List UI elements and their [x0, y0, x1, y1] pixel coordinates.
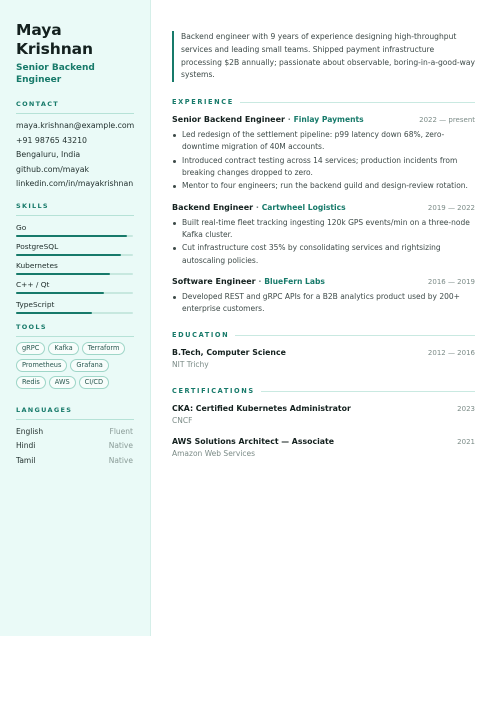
contact-section: [16, 100, 134, 192]
tool-tag: AWS: [49, 376, 76, 389]
main-content: [172, 31, 475, 469]
contact-location: Bengaluru, India: [16, 150, 81, 159]
languages-heading: LANGUAGES: [16, 406, 134, 420]
skill-bar-track: [16, 235, 133, 237]
skills-heading: SKILLS: [16, 202, 134, 216]
section-divider: [261, 391, 475, 392]
contact-linkedin[interactable]: linkedin.com/in/mayakrishnan: [16, 179, 134, 188]
language-name: Hindi: [16, 441, 36, 451]
job-bullets: [172, 129, 475, 192]
job-entry: [172, 114, 475, 192]
job-entry: [172, 202, 475, 267]
skill-item: [16, 221, 134, 240]
skills-section: [16, 202, 134, 317]
job-bullet: Introduced contract testing across 14 services; production incidents from breaking changes dropped to zero.: [172, 155, 475, 180]
skill-bar-track: [16, 292, 133, 294]
section-divider: [240, 102, 475, 103]
tools-section: [16, 323, 134, 393]
language-row: [16, 425, 133, 440]
skill-bar-track: [16, 254, 133, 256]
education-entry: [172, 347, 475, 371]
contact-email[interactable]: maya.krishnan@example.com: [16, 121, 135, 130]
certification-year: 2023: [457, 405, 475, 414]
skills-list: [16, 221, 134, 317]
job-bullet: Developed REST and gRPC APIs for a B2B analytics product used by 200+ enterprise customers.: [172, 291, 475, 316]
tool-tag: Redis: [16, 376, 46, 389]
job-dates: 2019 — 2022: [427, 203, 475, 212]
certification-issuer: CNCF: [172, 416, 193, 426]
certification-name: CKA: Certified Kubernetes Administrator: [172, 404, 351, 414]
skill-bar-fill: [16, 235, 127, 237]
contact-heading: CONTACT: [16, 100, 134, 114]
education-school: NIT Trichy: [172, 360, 209, 370]
title-separator: ·: [255, 276, 265, 286]
job-company: Finlay Payments: [293, 115, 364, 125]
skill-bar-track: [16, 273, 133, 275]
job-title: Software Engineer: [172, 276, 256, 286]
education-dates: 2012 — 2016: [427, 349, 475, 358]
candidate-title: Senior Backend Engineer: [16, 63, 95, 85]
experience-heading: EXPERIENCE: [172, 98, 234, 107]
tools-heading: TOOLS: [16, 323, 134, 337]
candidate-name: Maya Krishnan: [16, 21, 93, 58]
job-bullet: Mentor to four engineers; run the backend guild and design-review rotation.: [172, 180, 475, 192]
skill-item: [16, 298, 134, 317]
skill-item: [16, 278, 134, 297]
skill-bar-fill: [16, 312, 92, 314]
language-level: Native: [108, 455, 133, 465]
job-title: Backend Engineer: [172, 202, 254, 212]
education-header: [172, 331, 475, 340]
certification-name: AWS Solutions Architect — Associate: [172, 437, 335, 447]
skill-label: Kubernetes: [16, 261, 58, 271]
language-name: English: [16, 426, 44, 436]
language-name: Tamil: [16, 455, 36, 465]
language-level: Native: [108, 441, 133, 451]
job-bullets: [172, 217, 475, 267]
skill-bar-fill: [16, 292, 104, 294]
skill-item: [16, 240, 134, 259]
job-bullets: [172, 291, 475, 316]
job-bullet: Led redesign of the settlement pipeline: p99 latency down 68%, zero-downtime migration of 40M accounts.: [172, 129, 475, 154]
contact-github[interactable]: github.com/mayak: [16, 164, 90, 174]
section-divider: [235, 335, 475, 336]
certification-entry: [172, 403, 475, 427]
sidebar: [0, 0, 151, 636]
job-title: Senior Backend Engineer: [172, 115, 285, 125]
tool-tag: Grafana: [70, 359, 108, 372]
languages-section: [16, 406, 134, 469]
job-dates: 2016 — 2019: [427, 277, 475, 286]
profile-summary: Backend engineer with 9 years of experience designing high-throughput services and leading small teams. Shipped payment infrastructure processing $2B annually; passionate about observable, boring-in-a-good-way systems.: [172, 31, 475, 82]
job-company: Cartwheel Logistics: [261, 202, 346, 212]
education-degree: B.Tech, Computer Science: [172, 348, 286, 358]
skill-label: PostgreSQL: [16, 241, 59, 251]
tool-tag: gRPC: [16, 342, 45, 355]
job-bullet: Cut infrastructure cost 35% by consolidating services and rightsizing autoscaling policies.: [172, 242, 475, 267]
job-entry: [172, 276, 475, 316]
language-level: Fluent: [109, 426, 133, 436]
skill-bar-fill: [16, 273, 110, 275]
tool-tag: CI/CD: [79, 376, 109, 389]
language-row: [16, 439, 133, 454]
job-bullet: Built real-time fleet tracking ingesting 120k GPS events/min on a three-node Kafka cluster.: [172, 217, 475, 242]
skill-label: TypeScript: [16, 299, 55, 309]
certification-year: 2021: [457, 438, 475, 447]
contact-phone[interactable]: +91 98765 43210: [16, 135, 88, 145]
certifications-heading: CERTIFICATIONS: [172, 387, 255, 396]
skill-item: [16, 259, 134, 278]
education-heading: EDUCATION: [172, 331, 230, 340]
title-separator: ·: [284, 115, 294, 125]
experience-header: [172, 98, 475, 107]
language-row: [16, 454, 133, 469]
skill-label: C++ / Qt: [16, 280, 50, 290]
tool-tag: Terraform: [82, 342, 126, 355]
tool-tag: Prometheus: [16, 359, 67, 372]
skill-label: Go: [16, 222, 27, 232]
certification-entry: [172, 436, 475, 460]
skill-bar-track: [16, 312, 133, 314]
tools-tags: [16, 342, 134, 393]
tool-tag: Kafka: [48, 342, 78, 355]
job-company: BlueFern Labs: [264, 276, 325, 286]
title-separator: ·: [253, 202, 262, 212]
job-dates: 2022 — present: [419, 116, 475, 125]
skill-bar-fill: [16, 254, 121, 256]
certifications-header: [172, 387, 475, 396]
certification-issuer: Amazon Web Services: [172, 449, 256, 459]
